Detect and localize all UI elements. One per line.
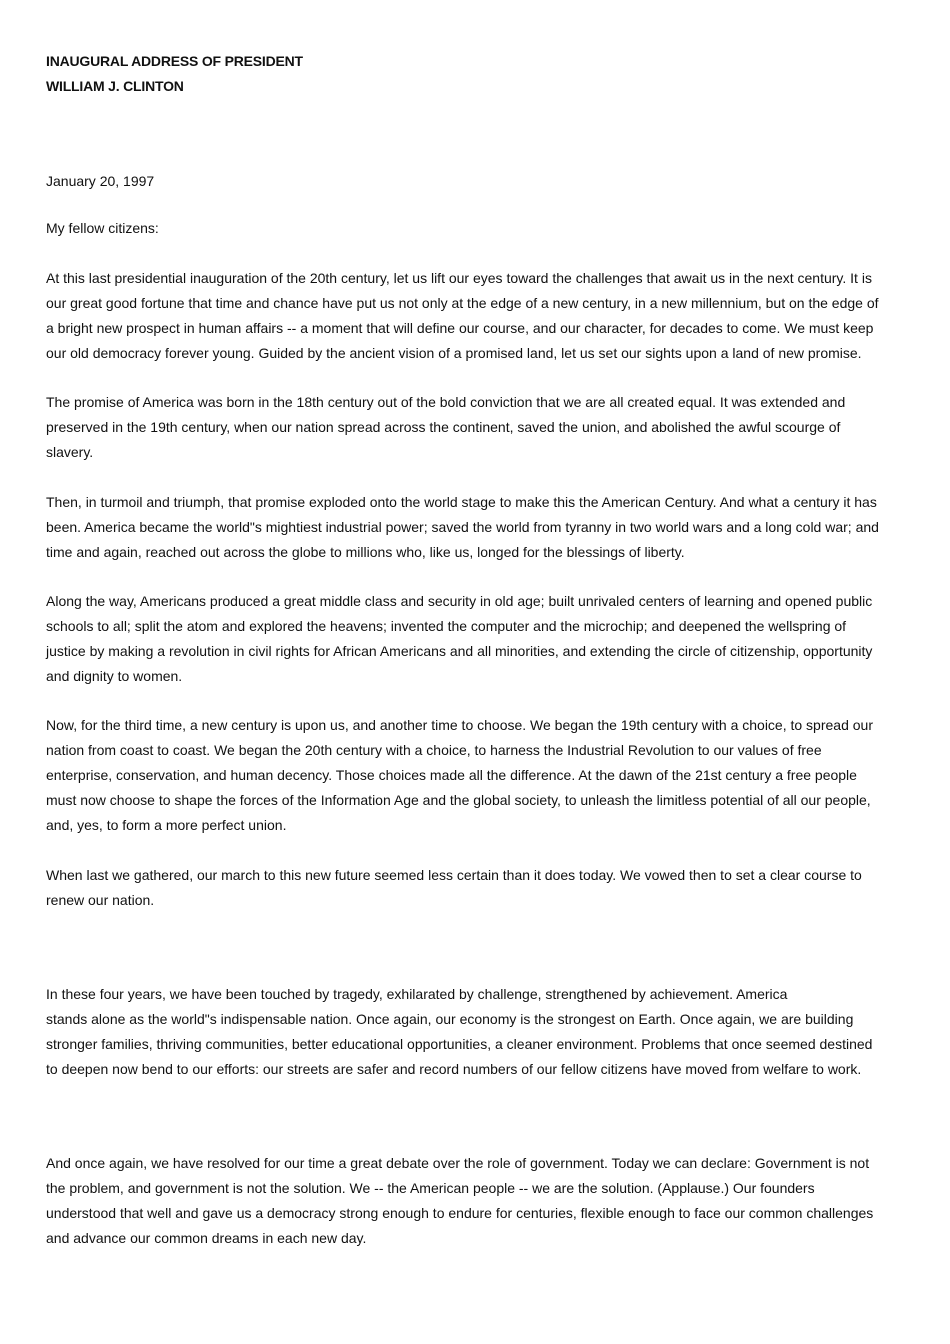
paragraph-line: renew our nation. xyxy=(46,892,155,908)
paragraph-line: our old democracy forever young. Guided by the ancient vision of a promised land, let us set our sights upon a land of new promise. xyxy=(46,345,862,361)
paragraph-line: understood that well and gave us a democracy strong enough to endure for centuries, flexible enough to face our common challenges xyxy=(46,1205,874,1221)
document-title xyxy=(46,49,303,99)
paragraph xyxy=(46,863,906,913)
paragraph-line: and advance our common dreams in each new day. xyxy=(46,1230,367,1246)
paragraph-line: and dignity to women. xyxy=(46,668,183,684)
paragraph-line: the problem, and government is not the solution. We -- the American people -- we are the solution. (Applause.) Our founders xyxy=(46,1180,815,1196)
paragraph-line: And once again, we have resolved for our time a great debate over the role of government. Today we can declare: Government is not xyxy=(46,1155,870,1171)
paragraph-line: When last we gathered, our march to this new future seemed less certain than it does today. We vowed then to set a clear course to xyxy=(46,867,862,883)
document-date xyxy=(46,169,906,194)
paragraph-line: stronger families, thriving communities, better educational opportunities, a cleaner environment. Problems that once seemed destined xyxy=(46,1036,873,1052)
paragraph-line: stands alone as the world"s indispensable nation. Once again, our economy is the strongest on Earth. Once again, we are building xyxy=(46,1011,854,1027)
paragraph-line: In these four years, we have been touched by tragedy, exhilarated by challenge, strengthened by achievement. America xyxy=(46,986,788,1002)
paragraph-line: must now choose to shape the forces of the Information Age and the global society, to unleash the limitless potential of all our people, xyxy=(46,792,871,808)
paragraph-line: schools to all; split the atom and explored the heavens; invented the computer and the microchip; and deepened the wellspring of xyxy=(46,618,847,634)
paragraph-line: Then, in turmoil and triumph, that promise exploded onto the world stage to make this the American Century. And what a century it has xyxy=(46,494,877,510)
paragraph-line: The promise of America was born in the 18th century out of the bold conviction that we are all created equal. It was extended and xyxy=(46,394,846,410)
paragraph-line: slavery. xyxy=(46,444,94,460)
paragraph-line: and, yes, to form a more perfect union. xyxy=(46,817,287,833)
date-text: January 20, 1997 xyxy=(46,173,155,189)
paragraph xyxy=(46,982,906,1082)
salutation xyxy=(46,216,906,241)
paragraph-line: At this last presidential inauguration of the 20th century, let us lift our eyes toward the challenges that await us in the next century. It is xyxy=(46,270,872,286)
paragraph-line: justice by making a revolution in civil rights for African Americans and all minorities, and extending the circle of citizenship, opportunity xyxy=(46,643,873,659)
paragraph-line: nation from coast to coast. We began the 20th century with a choice, to harness the Industrial Revolution to our values of free xyxy=(46,742,822,758)
paragraph-line: our great good fortune that time and chance have put us not only at the edge of a new century, in a new millennium, but on the edge of xyxy=(46,295,879,311)
paragraph-line: preserved in the 19th century, when our nation spread across the continent, saved the union, and abolished the awful scourge of xyxy=(46,419,841,435)
paragraph xyxy=(46,490,906,565)
paragraph xyxy=(46,390,906,465)
paragraph xyxy=(46,713,906,838)
paragraph xyxy=(46,589,906,689)
paragraph-line: Along the way, Americans produced a great middle class and security in old age; built unrivaled centers of learning and opened public xyxy=(46,593,873,609)
paragraph-line: been. America became the world"s mightiest industrial power; saved the world from tyranny in two world wars and a long cold war; and xyxy=(46,519,879,535)
paragraph-line: Now, for the third time, a new century is upon us, and another time to choose. We began the 19th century with a choice, to spread our xyxy=(46,717,873,733)
title-line: WILLIAM J. CLINTON xyxy=(46,78,184,94)
paragraph xyxy=(46,1151,906,1251)
paragraph-line: time and again, reached out across the globe to millions who, like us, longed for the blessings of liberty. xyxy=(46,544,685,560)
paragraph-line: a bright new prospect in human affairs -- a moment that will define our course, and our character, for decades to come. We must keep xyxy=(46,320,874,336)
paragraph-line: to deepen now bend to our efforts: our streets are safer and record numbers of our fellow citizens have moved from welfare to work. xyxy=(46,1061,862,1077)
paragraph xyxy=(46,266,906,366)
salutation-text: My fellow citizens: xyxy=(46,220,159,236)
paragraph-line: enterprise, conservation, and human decency. Those choices made all the difference. At the dawn of the 21st century a free people xyxy=(46,767,857,783)
title-line: INAUGURAL ADDRESS OF PRESIDENT xyxy=(46,53,303,69)
